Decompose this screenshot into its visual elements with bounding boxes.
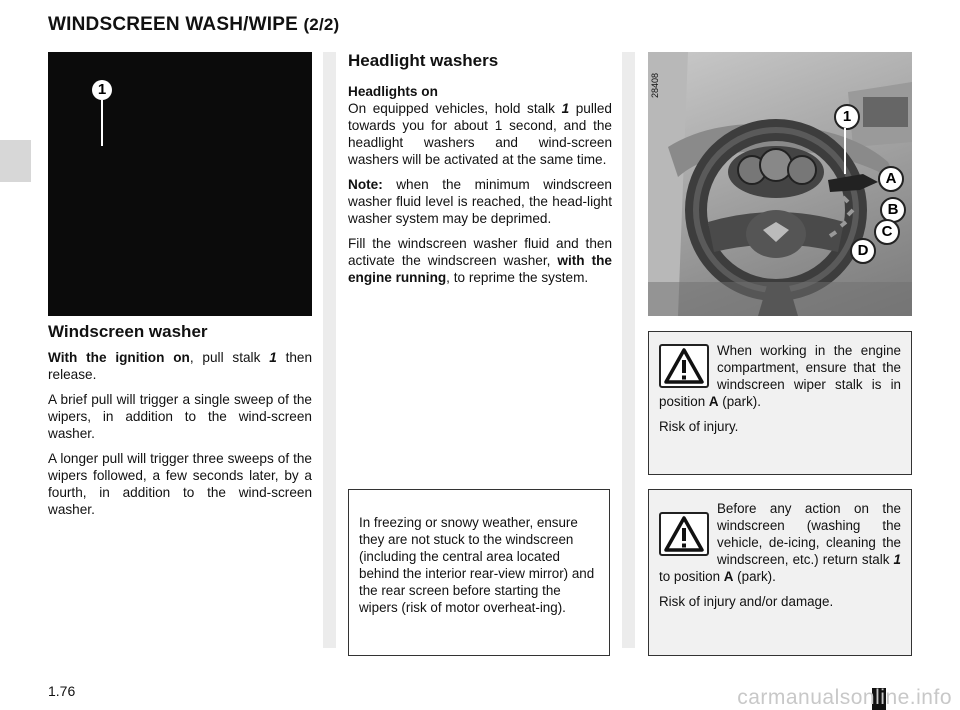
column-divider: [622, 52, 635, 648]
warning-triangle-icon: [659, 512, 709, 556]
page-number: 1.76: [48, 683, 76, 699]
callout-b: B: [880, 197, 906, 223]
paragraph: A longer pull will trigger three sweeps of the wipers followed, a few seconds later, by a fourth, in addition to the wind-screen washer.: [48, 451, 312, 517]
paragraph: Before any action on the windscreen (washing the vehicle, de-icing, cleaning the windscreen, etc.) return stalk 1 to position A (park).: [659, 501, 901, 584]
paragraph: When working in the engine compartment, ensure that the windscreen wiper stalk is in position A (park).: [659, 343, 901, 409]
callout-d: D: [850, 238, 876, 264]
watermark: carmanualsonline.info: [737, 686, 952, 709]
warning-triangle-icon: [659, 344, 709, 388]
paragraph: Fill the windscreen washer fluid and then activate the windscreen washer, with the engine running, to reprime the system.: [348, 236, 612, 285]
page-title-part: (2/2): [303, 15, 340, 34]
callout-a: A: [878, 166, 904, 192]
paragraph: With the ignition on, pull stalk 1 then release.: [48, 350, 313, 382]
wiper-position-warning: [648, 489, 912, 656]
callout-1: 1: [834, 104, 860, 130]
engine-compartment-warning: [648, 331, 912, 475]
note-text: In freezing or snowy weather, ensure they are not stuck to the windscreen (including the central area located behind the interior rear-view mirror) and the rear screen before starting the wipers (risk of motor overheat-ing).: [359, 515, 595, 615]
page-title: [48, 14, 339, 36]
page-title-text: WINDSCREEN WASH/WIPE: [48, 14, 298, 35]
freezing-weather-note: [348, 489, 610, 656]
paragraph: Note: when the minimum windscreen washer fluid level is reached, the head-light washer system may be deprimed.: [348, 177, 612, 226]
callout-leader-line: [101, 100, 103, 146]
chapter-tab: [0, 140, 31, 182]
headlight-washers-heading: Headlight washers: [348, 51, 499, 70]
paragraph: Risk of injury and/or damage.: [659, 594, 834, 609]
figure-callout: 1: [92, 80, 112, 100]
paragraph: Risk of injury.: [659, 419, 739, 434]
steering-wheel-illustration: [648, 52, 912, 316]
paragraph: On equipped vehicles, hold stalk 1 pulled towards you for about 1 second, and the headlight washers and wind-screen washers will be activated at the same time.: [348, 101, 612, 167]
paragraph: A brief pull will trigger a single sweep of the wipers, in addition to the wind-screen washer.: [48, 392, 312, 441]
windscreen-washer-heading: Windscreen washer: [48, 322, 208, 341]
callout-c: C: [874, 219, 900, 245]
headlight-washers-text: [348, 83, 612, 294]
sub-heading: Headlights on: [348, 84, 438, 99]
column-divider: [323, 52, 336, 648]
callout-leader-line: [844, 128, 846, 174]
image-reference: 28408: [650, 72, 660, 98]
windscreen-washer-text: [48, 349, 312, 526]
steering-wheel-photo: [648, 52, 912, 316]
stalk-photo: [48, 52, 312, 316]
